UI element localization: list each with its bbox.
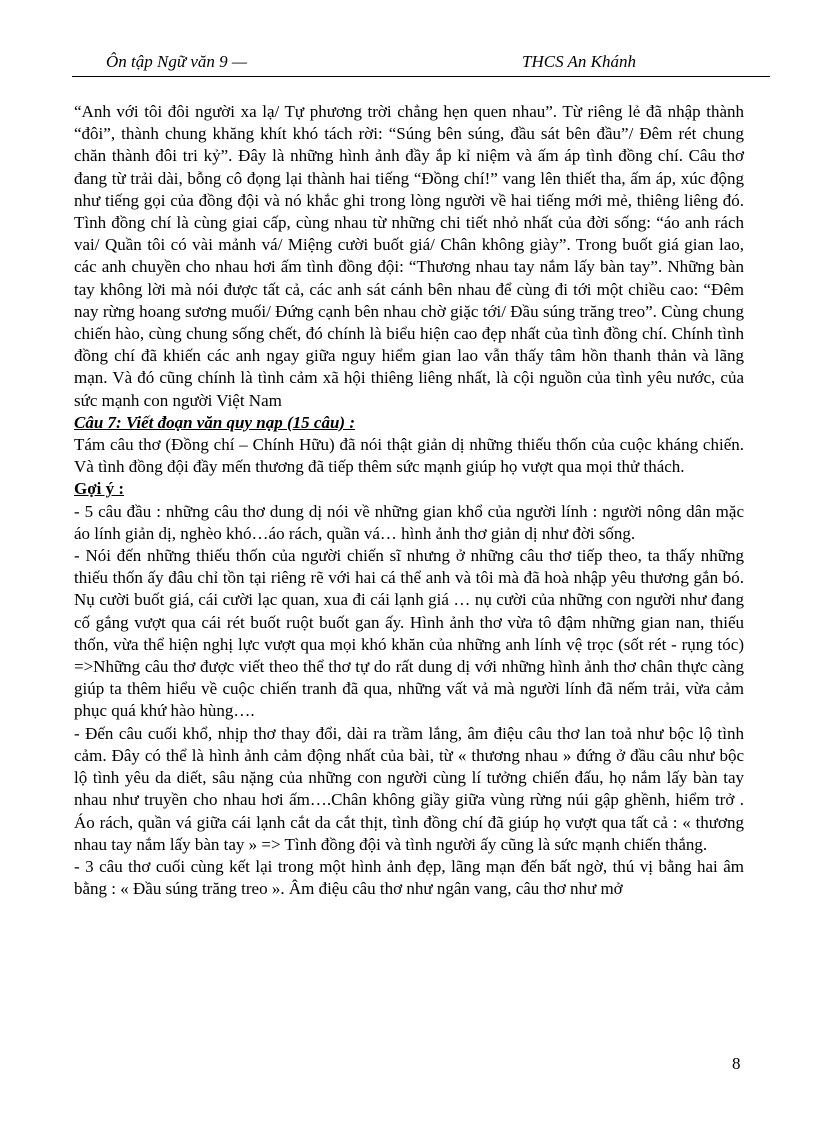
hint-bullet-3: - Đến câu cuối khổ, nhịp thơ thay đổi, dài ra trầm lắng, âm điệu câu thơ lan toả như bộc lộ tình cảm. Đây có thể là hình ảnh cảm động nhất của bài, từ « thương nhau » đứng ở đầu câu như bộc lộ tình yêu da diết, sâu nặng của những con người cùng lí tưởng chiến đấu, họ nắm lấy bàn tay nhau như truyền cho nhau hơi ấm….Chân không giầy giữa vùng rừng núi gập ghềnh, hiểm trở . Áo rách, quần vá giữa cái lạnh cắt da cắt thịt, tình đồng chí đã giúp họ vượt qua tất cả : « thương nhau tay nắm lấy bàn tay » => Tình đồng đội và tình người ấy cũng là sức mạnh chiến thắng. [74, 723, 744, 854]
hint-bullet-1: - 5 câu đầu : những câu thơ dung dị nói về những gian khổ của người lính : người nông dân mặc áo lính giản dị, nghèo khó…áo rách, quần vá… hình ảnh thơ giản dị như đời sống. [74, 501, 744, 543]
page-body [74, 101, 744, 900]
essay-paragraph: “Anh với tôi đôi người xa lạ/ Tự phương trời chẳng hẹn quen nhau”. Từ riêng lẻ đã nhập thành “đôi”, thành chung khăng khít khó tách rời: “Súng bên súng, đầu sát bên đầu”/ Đêm rét chung chăn thành đôi tri kỷ”. Đây là những hình ảnh đầy ắp kỉ niệm và ấm áp tình đồng chí. Câu thơ đang từ trải dài, bỗng cô đọng lại thành hai tiếng “Đồng chí!” vang lên thiết tha, ấm áp, xúc động như tiếng gọi của đồng đội và nó khắc ghi trong lòng người về hai tiếng mới mẻ, thiêng liêng đó. Tình đồng chí là cùng giai cấp, cùng nhau từ những chi tiết nhỏ nhất của đời sống: “áo anh rách vai/ Quần tôi có vài mảnh vá/ Miệng cười buốt giá/ Chân không giày”. Trong buốt giá gian lao, các anh chuyền cho nhau hơi ấm tình đồng đội: “Thương nhau tay nắm lấy bàn tay”. Những bàn tay không lời mà nói được tất cả, các anh sát cánh bên nhau để cùng đi tới một chiều cao: “Đêm nay rừng hoang sương muối/ Đứng cạnh bên nhau chờ giặc tới/ Đầu súng trăng treo”. Cùng chung chiến hào, cùng chung sống chết, đó chính là biểu hiện cao đẹp nhất của tình đồng chí. Chính tình đồng chí đã khiến các anh ngay giữa nguy hiểm gian lao vẫn thấy tâm hồn thanh thản và lãng mạn. Và đó cũng chính là tình cảm xã hội thiêng liêng nhất, là cội nguồn của tình yêu nước, của sức mạnh con người Việt Nam [74, 102, 744, 410]
header-school: THCS An Khánh [522, 52, 636, 71]
hint-bullet-4: - 3 câu thơ cuối cùng kết lại trong một hình ảnh đẹp, lãng mạn đến bất ngờ, thú vị bằng hai âm bằng : « Đầu súng trăng treo ». Âm điệu câu thơ như ngân vang, câu thơ như mở [74, 856, 744, 899]
section-heading-cau-7: Câu 7: Viết đoạn văn quy nạp (15 câu) : [74, 412, 355, 432]
exercise-prompt: Tám câu thơ (Đồng chí – Chính Hữu) đã nói thật giản dị những thiếu thốn của cuộc kháng chiến. Và tình đồng đội đầy mến thương đã tiếp thêm sức mạnh giúp họ vượt qua mọi thử thách. [74, 435, 744, 477]
hint-label: Gợi ý : [74, 479, 125, 499]
hint-bullet-2: - Nói đến những thiếu thốn của người chiến sĩ nhưng ở những câu thơ tiếp theo, ta thấy những thiếu thốn ấy đâu chỉ tồn tại riêng rẽ với hai cá thể anh và tôi mà đã hoà nhập yêu thương gắn bó. Nụ cười buốt giá, cái cười lạc quan, xua đi cái lạnh giá … nụ cười của những con người như đang cố gắng vượt qua cái rét buốt ruột buốt gan ấy. Hình ảnh thơ vừa tô đậm những gian nan, thiếu thốn, vừa thể hiện nghị lực vượt qua mọi khó khăn của những anh lính vệ trọc (sốt rét - rụng tóc) =>Những câu thơ được viết theo thể thơ tự do rất dung dị với những hình ảnh thơ chân thực càng giúp ta thêm hiểu về cuộc chiến tranh đã qua, những vất vả mà người lính đã nếm trải, vừa cảm phục quá khứ hào hùng…. [74, 546, 744, 721]
page-number: 8 [732, 1054, 741, 1073]
header-title: Ôn tập Ngữ văn 9 — [106, 52, 248, 71]
page-header [72, 50, 770, 77]
